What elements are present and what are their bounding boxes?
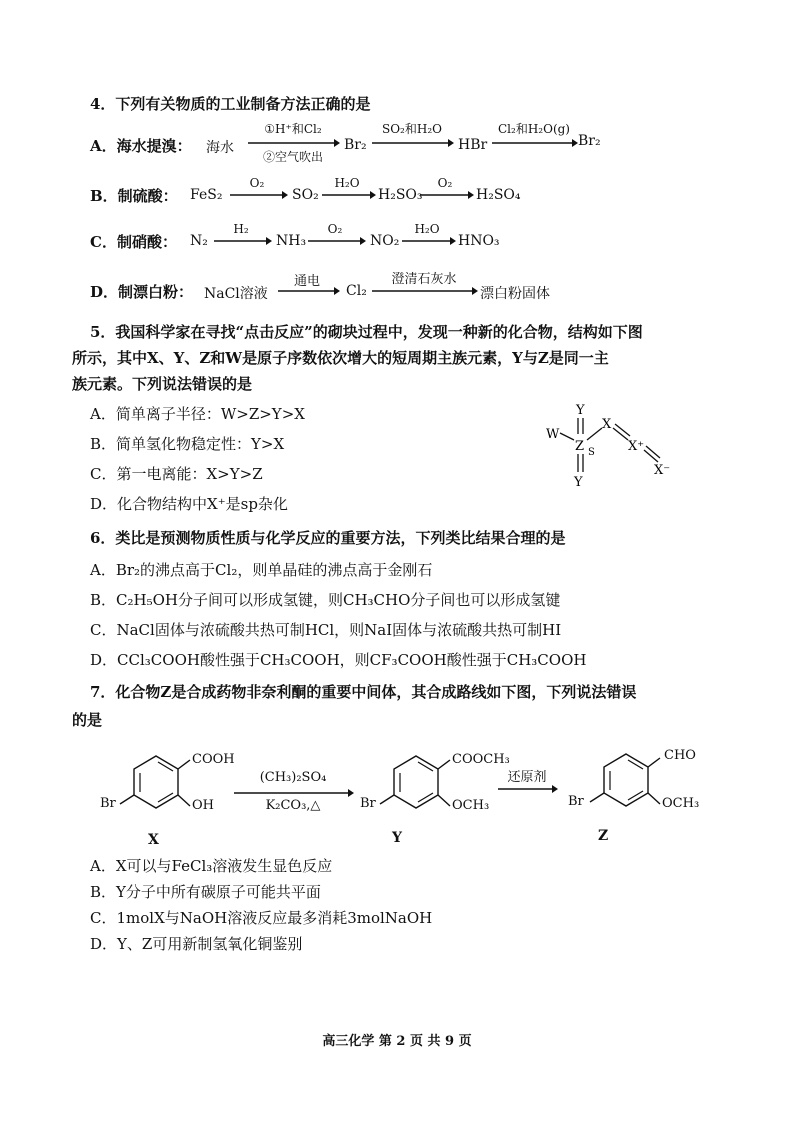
q7-z-br: Br — [568, 794, 584, 809]
q4-a-arrow2-top: SO₂和H₂O — [382, 122, 442, 136]
q5-struct-w: W — [546, 427, 560, 442]
q7-z-caption: Z — [598, 828, 609, 844]
q4-d-arrow1 — [278, 286, 340, 296]
q7-arrow1-top: (CH₃)₂SO₄ — [259, 770, 327, 785]
q5-struct-x2: X⁺ — [628, 439, 645, 454]
q6-option-c: C．NaCl固体与浓硫酸共热可制HCl，则NaI固体与浓硫酸共热可制HI — [90, 621, 562, 639]
q7-x-cooh: COOH — [192, 752, 235, 767]
q6-stem: 6．类比是预测物质性质与化学反应的重要方法，下列类比结果合理的是 — [90, 529, 566, 547]
q7-stem-line2: 的是 — [72, 711, 103, 729]
q4-a-arrow3 — [492, 138, 578, 148]
q4-b-start: FeS₂ — [190, 187, 223, 203]
q5-struct-x1: X — [602, 417, 612, 432]
q4-b-arrow3-top: O₂ — [437, 176, 453, 190]
q4-b-so2: SO₂ — [292, 187, 319, 203]
q4-a-arrow2 — [372, 138, 454, 148]
q4-d-arrow2-top: 澄清石灰水 — [391, 272, 457, 287]
q7-option-d: D．Y、Z可用新制氢氧化铜鉴别 — [90, 935, 303, 953]
q4-c-arrow3 — [402, 236, 456, 246]
q4-a-br2: Br₂ — [344, 137, 367, 153]
q4-b-h2so3: H₂SO₃ — [378, 187, 423, 203]
q6-option-a: A．Br₂的沸点高于Cl₂，则单晶硅的沸点高于金刚石 — [90, 561, 433, 579]
q4-b-arrow2-top: H₂O — [334, 176, 360, 190]
q5-stem-line2: 所示，其中X、Y、Z和W是原子序数依次增大的短周期主族元素，Y与Z是同一主 — [72, 349, 609, 367]
q7-y-och3: OCH₃ — [452, 798, 490, 813]
q4-d-end: 漂白粉固体 — [480, 286, 550, 302]
q7-y-br: Br — [360, 796, 376, 811]
q7-z-och3: OCH₃ — [662, 796, 700, 811]
q5-option-c: C．第一电离能：X>Y>Z — [90, 465, 263, 483]
q7-arrow1-bottom: K₂CO₃,△ — [265, 798, 321, 813]
q5-struct-y-top: Y — [576, 403, 585, 418]
q4-option-a-label: A．海水提溴： — [90, 137, 192, 155]
q4-a-arrow3-top: Cl₂和H₂O(g) — [498, 122, 570, 136]
q4-a-start: 海水 — [206, 140, 234, 156]
q5-struct-s: S — [588, 447, 595, 458]
q4-b-arrow1 — [230, 190, 288, 200]
q4-b-arrow1-top: O₂ — [249, 176, 265, 190]
q4-b-arrow2 — [322, 190, 376, 200]
q4-a-end: Br₂ — [578, 133, 601, 149]
q4-d-arrow2 — [372, 286, 478, 296]
q7-z-cho: CHO — [664, 748, 696, 763]
q7-y-caption: Y — [392, 830, 402, 846]
q7-stem-line1: 7．化合物Z是合成药物非奈利酮的重要中间体，其合成路线如下图，下列说法错误 — [90, 683, 637, 701]
q7-option-a: A．X可以与FeCl₃溶液发生显色反应 — [90, 857, 333, 875]
q4-d-arrow1-top: 通电 — [293, 274, 320, 289]
q5-option-b: B．简单氢化物稳定性：Y>X — [90, 435, 285, 453]
q4-c-arrow1 — [214, 236, 272, 246]
q7-x-oh: OH — [192, 798, 214, 813]
q4-c-arrow2 — [308, 236, 366, 246]
q4-c-arrow1-top: H₂ — [233, 222, 249, 236]
q4-option-d-label: D．制漂白粉： — [90, 283, 194, 301]
q4-option-c-label: C．制硝酸： — [90, 233, 177, 251]
q5-structure-diagram — [540, 400, 690, 495]
q4-option-b-label: B．制硫酸： — [90, 187, 178, 205]
q7-y-ester: COOCH₃ — [452, 752, 510, 767]
q4-c-no2: NO₂ — [370, 233, 400, 249]
q5-stem-line1: 5．我国科学家在寻找“点击反应”的砌块过程中，发现一种新的化合物，结构如下图 — [90, 323, 643, 341]
q5-option-a: A．简单离子半径：W>Z>Y>X — [90, 405, 305, 423]
q6-option-d: D．CCl₃COOH酸性强于CH₃COOH，则CF₃COOH酸性强于CH₃COOH — [90, 651, 587, 669]
q4-c-arrow3-top: H₂O — [414, 222, 440, 236]
q4-c-start: N₂ — [190, 233, 208, 249]
q4-c-arrow2-top: O₂ — [327, 222, 343, 236]
q4-b-end: H₂SO₄ — [476, 187, 521, 203]
q5-struct-y-bottom: Y — [574, 475, 583, 490]
q5-struct-x3: X⁻ — [654, 463, 671, 478]
q4-stem: 4．下列有关物质的工业制备方法正确的是 — [90, 95, 371, 113]
q4-c-nh3: NH₃ — [276, 233, 307, 249]
q7-x-br: Br — [100, 796, 116, 811]
q5-struct-z: Z — [575, 439, 585, 454]
q4-a-arrow1-top: ①H⁺和Cl₂ — [264, 122, 322, 136]
q4-a-arrow1 — [248, 138, 340, 148]
q4-a-hbr: HBr — [458, 137, 488, 153]
q4-c-end: HNO₃ — [458, 233, 500, 249]
q4-d-start: NaCl溶液 — [204, 286, 268, 302]
q5-option-d: D．化合物结构中X⁺是sp杂化 — [90, 495, 288, 513]
q7-option-b: B．Y分子中所有碳原子可能共平面 — [90, 883, 321, 901]
q7-arrow2 — [498, 784, 558, 794]
q4-a-arrow1-bottom: ②空气吹出 — [262, 150, 323, 164]
q4-b-arrow3 — [420, 190, 474, 200]
q6-option-b: B．C₂H₅OH分子间可以形成氢键，则CH₃CHO分子间也可以形成氢键 — [90, 591, 561, 609]
q7-option-c: C．1molX与NaOH溶液反应最多消耗3molNaOH — [90, 909, 433, 927]
q7-x-caption: X — [148, 832, 159, 848]
q4-d-cl2: Cl₂ — [346, 283, 367, 299]
q5-stem-line3: 族元素。下列说法错误的是 — [72, 375, 253, 393]
q7-arrow2-top: 还原剂 — [507, 770, 547, 785]
q7-arrow1 — [234, 788, 354, 798]
page-footer: 高三化学 第 2 页 共 9 页 — [322, 1034, 472, 1049]
